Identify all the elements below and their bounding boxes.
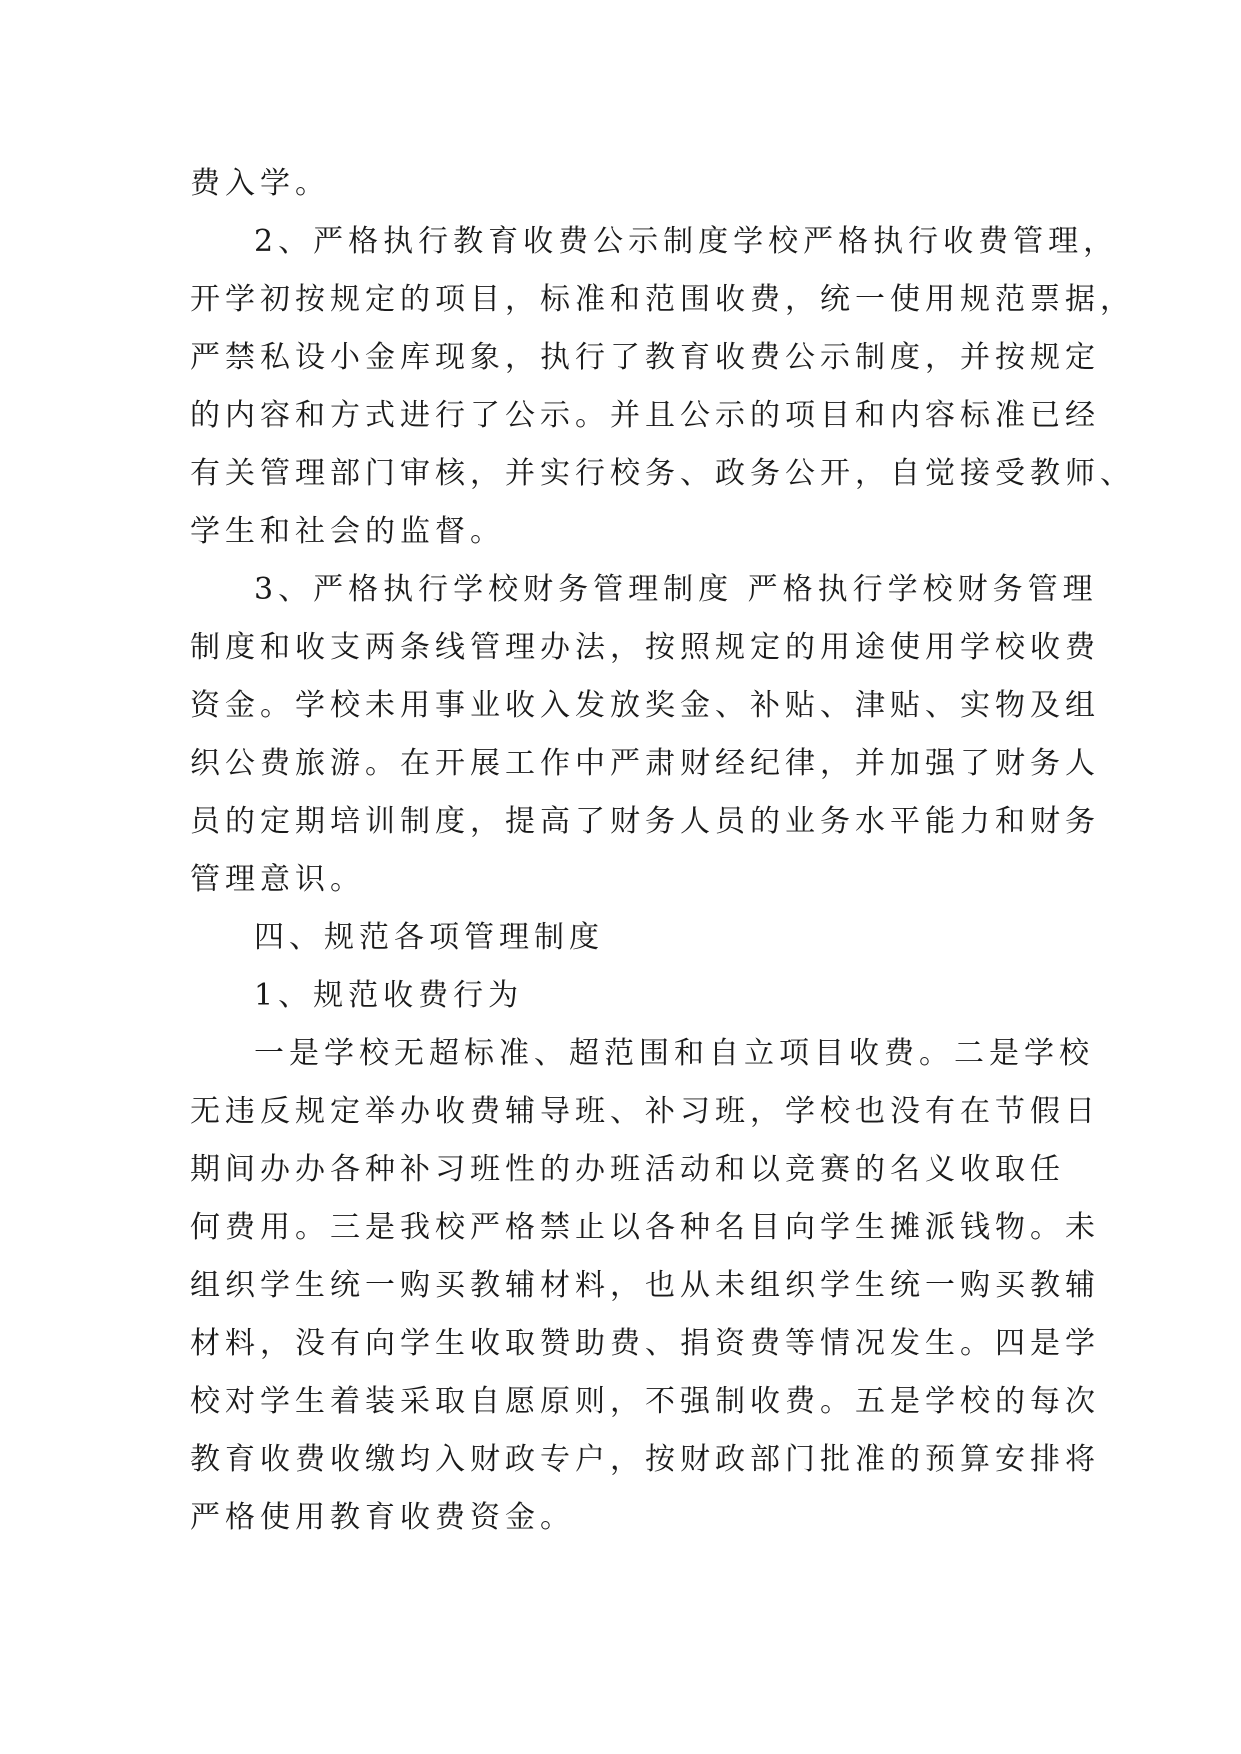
text-line: 1、规范收费行为 [254, 978, 524, 1013]
text-line: 学生和社会的监督。 [190, 514, 505, 549]
text-line: 组织学生统一购买教辅材料，也从未组织学生统一购买教辅 [190, 1268, 1100, 1303]
text-line: 费入学。 [190, 166, 330, 201]
text-line: 严禁私设小金库现象，执行了教育收费公示制度，并按规定 [190, 340, 1100, 375]
text-line: 严格使用教育收费资金。 [190, 1500, 575, 1535]
text-line: 一是学校无超标准、超范围和自立项目收费。二是学校 [254, 1036, 1094, 1071]
text-line: 材料，没有向学生收取赞助费、捐资费等情况发生。四是学 [190, 1326, 1100, 1361]
text-line: 四、规范各项管理制度 [254, 920, 604, 955]
text-line: 期间办办各种补习班性的办班活动和以竞赛的名义收取任 [190, 1152, 1065, 1187]
text-line: 何费用。三是我校严格禁止以各种名目向学生摊派钱物。未 [190, 1210, 1100, 1245]
document-body [190, 155, 1135, 1547]
text-line: 教育收费收缴均入财政专户，按财政部门批准的预算安排将 [190, 1442, 1100, 1477]
text-line: 员的定期培训制度，提高了财务人员的业务水平能力和财务 [190, 804, 1100, 839]
text-line: 2、严格执行教育收费公示制度学校严格执行收费管理， [254, 224, 1119, 259]
text-line: 开学初按规定的项目，标准和范围收费，统一使用规范票据， [190, 282, 1135, 317]
text-line: 有关管理部门审核，并实行校务、政务公开，自觉接受教师、 [190, 456, 1135, 491]
text-line: 的内容和方式进行了公示。并且公示的项目和内容标准已经 [190, 398, 1100, 433]
text-line: 管理意识。 [190, 862, 365, 897]
text-line: 无违反规定举办收费辅导班、补习班，学校也没有在节假日 [190, 1094, 1100, 1129]
text-line: 制度和收支两条线管理办法，按照规定的用途使用学校收费 [190, 630, 1100, 665]
text-line: 资金。学校未用事业收入发放奖金、补贴、津贴、实物及组 [190, 688, 1100, 723]
text-line: 织公费旅游。在开展工作中严肃财经纪律，并加强了财务人 [190, 746, 1100, 781]
text-line: 校对学生着装采取自愿原则，不强制收费。五是学校的每次 [190, 1384, 1100, 1419]
text-line: 3、严格执行学校财务管理制度 严格执行学校财务管理 [254, 572, 1098, 607]
